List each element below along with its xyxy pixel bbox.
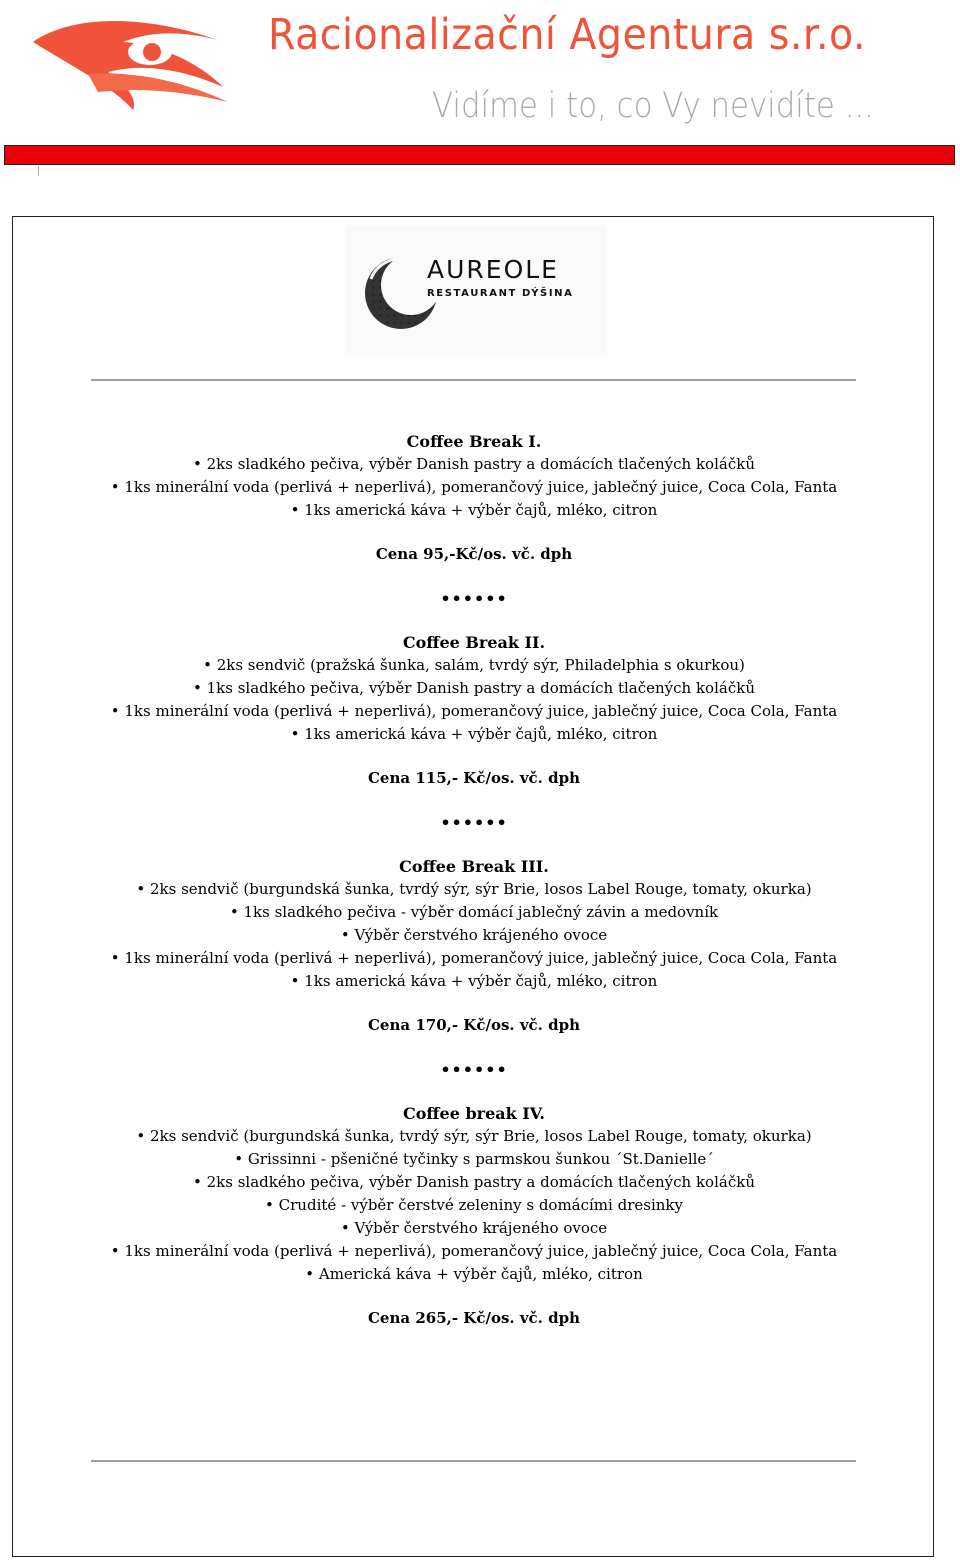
menu-item: • 1ks minerální voda (perlivá + neperlivá), pomerančový juice, jablečný juice, Coca Cola, Fanta <box>13 947 935 970</box>
menu-section <box>13 430 935 610</box>
coffee-break-menu <box>13 430 935 1330</box>
menu-item: • 1ks americká káva + výběr čajů, mléko, citron <box>13 499 935 522</box>
section-title: Coffee break IV. <box>403 1104 545 1123</box>
section-separator: •••••• <box>440 1060 508 1079</box>
menu-item: • 2ks sendvič (burgundská šunka, tvrdý sýr, sýr Brie, losos Label Rouge, tomaty, okurka) <box>13 1125 935 1148</box>
menu-item: • 2ks sladkého pečiva, výběr Danish pastry a domácích tlačených koláčků <box>13 453 935 476</box>
letterhead <box>0 0 960 175</box>
section-price: Cena 115,- Kč/os. vč. dph <box>367 769 581 787</box>
menu-section <box>13 855 935 1081</box>
section-title: Coffee Break II. <box>402 633 546 652</box>
company-slogan: Vidíme i to, co Vy nevidíte ... <box>432 86 875 126</box>
menu-item: • 1ks minerální voda (perlivá + neperlivá), pomerančový juice, jablečný juice, Coca Cola, Fanta <box>13 700 935 723</box>
menu-item: • 1ks americká káva + výběr čajů, mléko, citron <box>13 970 935 993</box>
section-price: Cena 170,- Kč/os. vč. dph <box>367 1016 581 1034</box>
company-name: Racionalizační Agentura s.r.o. <box>268 10 867 60</box>
section-title: Coffee Break III. <box>399 857 549 876</box>
menu-item: • 2ks sladkého pečiva, výběr Danish pastry a domácích tlačených koláčků <box>13 1171 935 1194</box>
section-price: Cena 95,-Kč/os. vč. dph <box>375 545 573 563</box>
section-separator: •••••• <box>440 813 508 832</box>
menu-item: • Crudité - výběr čerstvé zeleniny s domácími dresinky <box>13 1194 935 1217</box>
menu-page <box>12 216 934 1557</box>
divider-tick <box>38 166 39 176</box>
menu-item: • 2ks sendvič (burgundská šunka, tvrdý sýr, sýr Brie, losos Label Rouge, tomaty, okurka) <box>13 878 935 901</box>
restaurant-name: AUREOLE <box>427 255 559 284</box>
menu-item: • Výběr čerstvého krájeného ovoce <box>13 1217 935 1240</box>
section-price: Cena 265,- Kč/os. vč. dph <box>367 1309 581 1327</box>
restaurant-subtitle: RESTAURANT DÝŠINA <box>427 288 574 299</box>
restaurant-logo <box>345 225 607 357</box>
menu-item: • 1ks minerální voda (perlivá + neperlivá), pomerančový juice, jablečný juice, Coca Cola, Fanta <box>13 476 935 499</box>
section-separator: •••••• <box>440 589 508 608</box>
menu-section <box>13 1102 935 1330</box>
menu-item: • 1ks sladkého pečiva - výběr domácí jablečný závin a medovník <box>13 901 935 924</box>
menu-item: • 1ks minerální voda (perlivá + neperlivá), pomerančový juice, jablečný juice, Coca Cola, Fanta <box>13 1240 935 1263</box>
bottom-divider <box>91 1460 856 1462</box>
menu-item: • Výběr čerstvého krájeného ovoce <box>13 924 935 947</box>
eye-logo-icon <box>28 12 233 112</box>
menu-item: • Grissinni - pšeničné tyčinky s parmskou šunkou ´St.Danielle´ <box>13 1148 935 1171</box>
menu-item: • 1ks sladkého pečiva, výběr Danish pastry a domácích tlačených koláčků <box>13 677 935 700</box>
menu-item: • 1ks americká káva + výběr čajů, mléko, citron <box>13 723 935 746</box>
header-red-bar <box>4 145 955 165</box>
menu-section <box>13 631 935 834</box>
menu-item: • Americká káva + výběr čajů, mléko, citron <box>13 1263 935 1286</box>
menu-item: • 2ks sendvič (pražská šunka, salám, tvrdý sýr, Philadelphia s okurkou) <box>13 654 935 677</box>
top-divider <box>91 379 856 381</box>
section-title: Coffee Break I. <box>406 432 542 451</box>
